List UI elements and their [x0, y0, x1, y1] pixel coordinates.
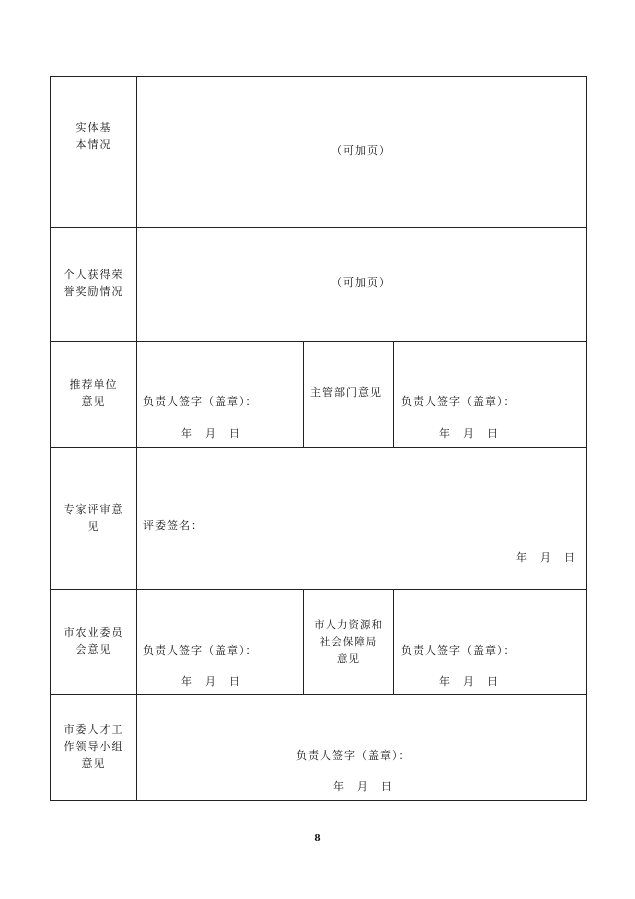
authority-date: 年 月 日: [439, 427, 499, 440]
row-divider: [51, 341, 586, 342]
recommend-sign-label: 负责人签字（盖章）：: [143, 395, 258, 408]
honors-note: （可加页）: [331, 276, 391, 289]
talent-date: 年 月 日: [333, 780, 393, 793]
label-column-divider: [136, 77, 137, 800]
agri-date: 年 月 日: [181, 675, 241, 688]
hr-bureau-label: 市人力资源和 社会保障局 意见: [314, 619, 383, 665]
authority-sign-label: 负责人签字（盖章）：: [401, 395, 516, 408]
recommend-label: 推荐单位 意见: [69, 378, 118, 408]
row-divider: [51, 589, 586, 590]
honors-label: 个人获得荣 誉奖励情况: [63, 268, 124, 298]
page-number: 8: [314, 834, 321, 844]
row-divider: [51, 447, 586, 448]
expert-date: 年 月 日: [516, 551, 576, 564]
agri-committee-label: 市农业委员 会意见: [63, 626, 124, 656]
talent-group-label: 市委人才工 作领导小组 意见: [63, 723, 124, 770]
expert-label: 专家评审意 见: [63, 503, 124, 533]
row-divider: [51, 694, 586, 695]
column-divider: [393, 341, 394, 447]
talent-sign-label: 负责人签字（盖章）：: [296, 749, 411, 762]
hr-date: 年 月 日: [439, 675, 499, 688]
hr-sign-label: 负责人签字（盖章）：: [401, 644, 516, 657]
entity-label: 实体基 本情况: [75, 121, 112, 151]
entity-note: （可加页）: [331, 144, 391, 157]
award-application-form: [50, 76, 587, 801]
agri-sign-label: 负责人签字（盖章）：: [143, 644, 258, 657]
column-divider: [303, 341, 304, 447]
row-divider: [51, 227, 586, 228]
expert-sign-label: 评委签名：: [143, 519, 203, 532]
recommend-date: 年 月 日: [181, 427, 241, 440]
authority-label: 主管部门意见: [310, 386, 382, 399]
column-divider: [393, 589, 394, 694]
